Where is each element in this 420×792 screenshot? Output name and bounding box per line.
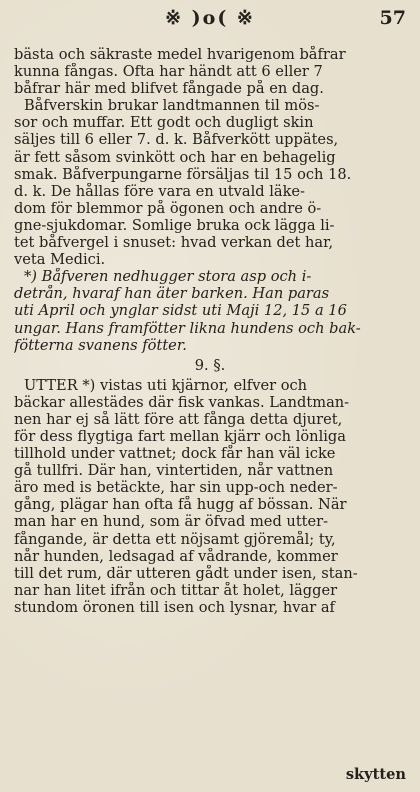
text-line: är fett såsom svinkött och har en behagelig xyxy=(14,148,336,166)
footnote-line: ungar. Hans framfötter likna hundens och bak- xyxy=(14,319,361,337)
text-line: kunna fångas. Ofta har händt att 6 eller 7 xyxy=(14,63,323,81)
catchword: skytten xyxy=(345,766,406,783)
text-line: bästa och säkraste medel hvarigenom båfrar xyxy=(14,46,346,63)
text-line: till det rum, där utteren gådt under isen, stan- xyxy=(14,564,358,582)
paragraph-beaver xyxy=(14,46,406,268)
footnote-line: uti April och ynglar sidst uti Maji 12, 15 a 16 xyxy=(14,302,347,320)
text-line: UTTER *) vistas uti kjärnor, elfver och xyxy=(24,376,308,394)
page-body xyxy=(14,46,406,616)
page-header xyxy=(0,6,420,32)
text-line: gå tullfri. Där han, vintertiden, når vattnen xyxy=(14,462,334,480)
text-line: Båfverskin brukar landtmannen til mös- xyxy=(24,97,320,115)
text-line: gne-sjukdomar. Somlige bruka ock lägga li- xyxy=(14,216,335,234)
text-line: smak. Båfverpungarne försäljas til 15 och 18. xyxy=(14,165,352,183)
page-number: 57 xyxy=(379,7,406,29)
paragraph-otter xyxy=(14,377,406,616)
text-line: sor och muffar. Ett godt och dugligt skin xyxy=(14,114,314,132)
text-line: man har en hund, som är öfvad med utter- xyxy=(14,513,329,531)
text-line: veta Medici. xyxy=(14,251,106,269)
footnote-line: fötterna svanens fötter. xyxy=(14,336,187,354)
text-line: nar han litet ifrån och tittar åt holet, lägger xyxy=(14,581,338,599)
header-ornament: ※ )o( ※ xyxy=(165,7,255,29)
text-line: fångande, är detta ett nöjsamt gjöremål; ty, xyxy=(14,530,336,548)
text-line: säljes till 6 eller 7. d. k. Båfverkött uppätes, xyxy=(14,131,339,149)
text-line: når hunden, ledsagad af vådrande, kommer xyxy=(14,547,338,565)
footnote xyxy=(14,268,406,353)
text-line: äro med is betäckte, har sin upp-och neder- xyxy=(14,479,338,497)
text-line: d. k. De hållas före vara en utvald läke- xyxy=(14,182,305,200)
text-line: stundom öronen till isen och lysnar, hvar af xyxy=(14,598,335,616)
text-line: båfrar här med blifvet fångade på en dag. xyxy=(14,80,324,98)
text-line: dom för blemmor på ögonen och andre ö- xyxy=(14,199,322,217)
text-line: tet båfvergel i snuset: hvad verkan det har, xyxy=(14,234,334,252)
text-line: bäckar allestädes där fisk vankas. Landtman- xyxy=(14,393,350,411)
text-line: nen har ej så lätt före att fånga detta djuret, xyxy=(14,410,343,428)
text-line: tillhold under vattnet; dock får han väl icke xyxy=(14,445,336,463)
text-line: för dess flygtiga fart mellan kjärr och lönliga xyxy=(14,427,346,445)
footnote-line: detrån, hvaraf han äter barken. Han paras xyxy=(14,285,330,303)
footnote-line: *) Båfveren nedhugger stora asp och i- xyxy=(24,268,312,286)
section-heading: 9. §. xyxy=(194,356,226,374)
text-line: gång, plägar han ofta få hugg af bössan. När xyxy=(14,496,347,514)
